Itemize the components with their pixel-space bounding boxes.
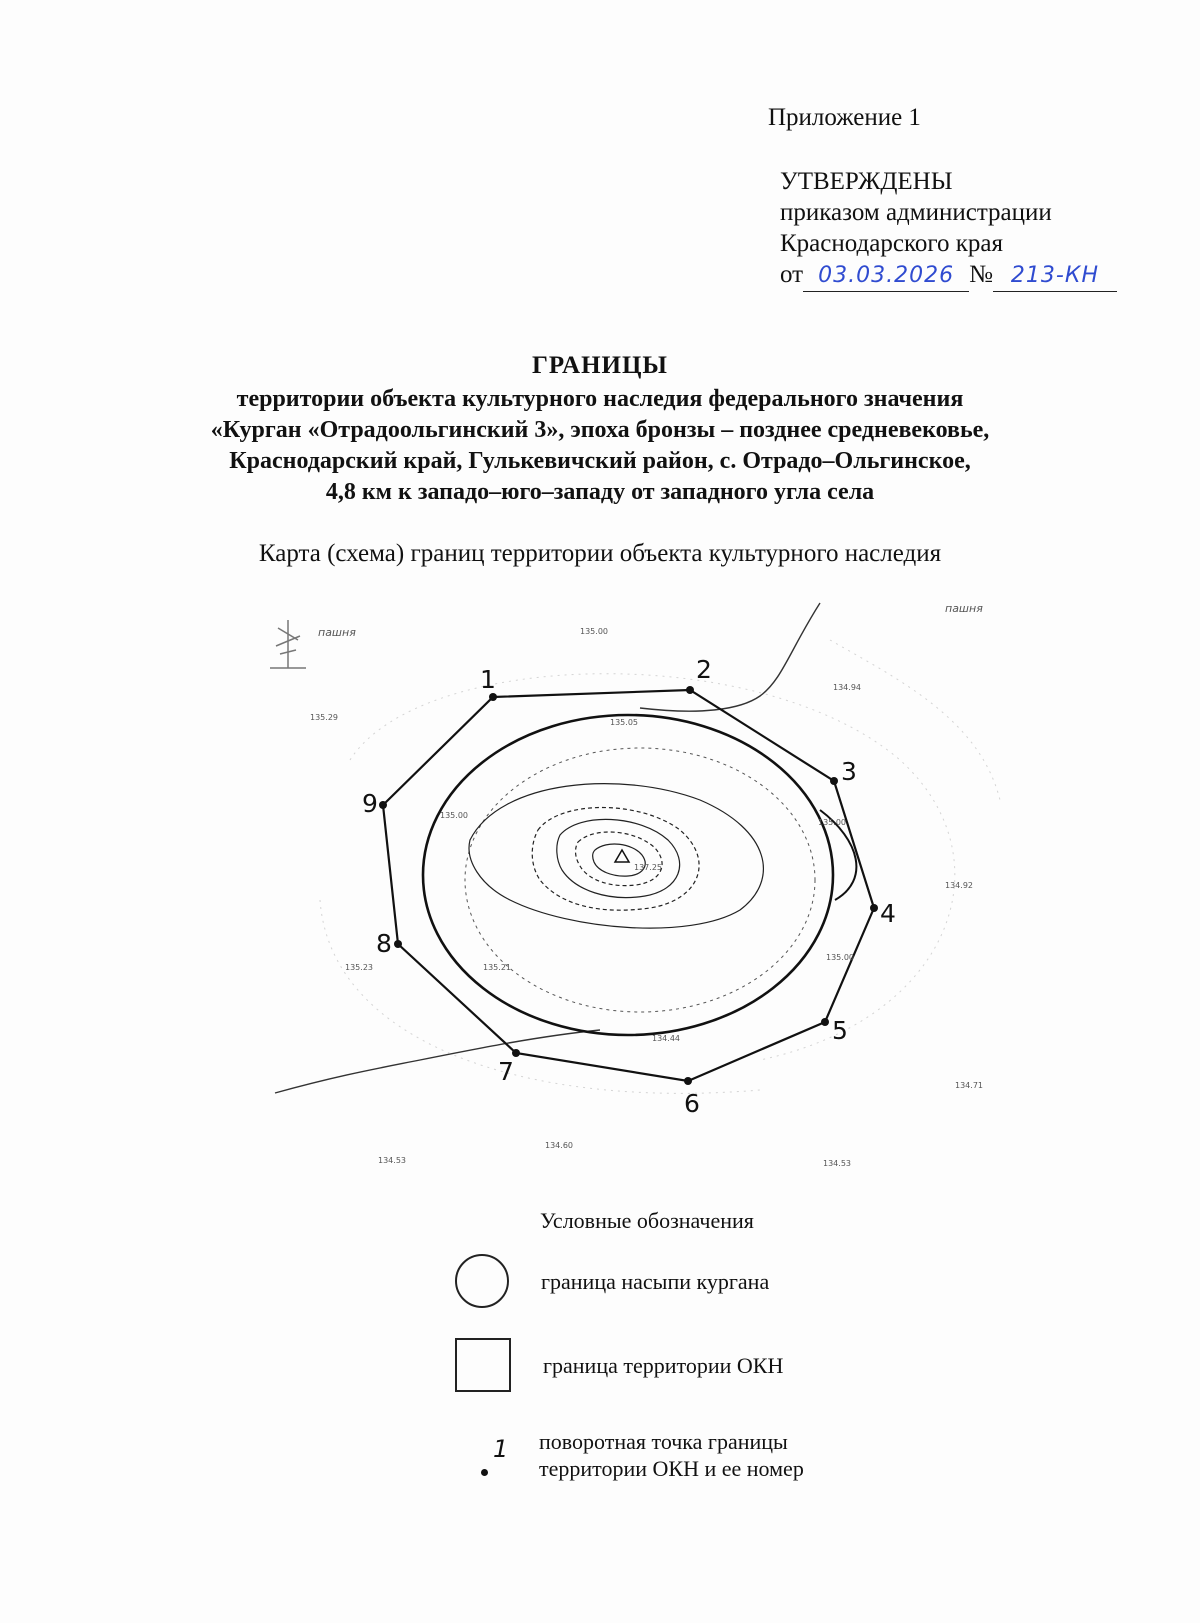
elevation-mark: 135.00: [826, 953, 854, 962]
legend-item-territory: [455, 1338, 783, 1392]
boundary-point-label: 3: [841, 757, 857, 786]
legend-label-line: территории ОКН и ее номер: [539, 1456, 804, 1481]
legend-point-number: 1: [493, 1435, 509, 1463]
elevation-mark: 134.44: [652, 1034, 680, 1043]
legend-label: граница территории ОКН: [543, 1352, 784, 1378]
boundary-points: [379, 686, 878, 1085]
approved-line: УТВЕРЖДЕНЫ: [780, 168, 953, 195]
boundary-point-label: 8: [376, 929, 392, 958]
legend-dot: [481, 1469, 488, 1476]
appendix-label: Приложение 1: [768, 104, 921, 131]
elevation-mark: 134.94: [833, 683, 861, 692]
elevation-mark: 134.53: [378, 1156, 406, 1165]
road-line-southwest: [275, 1030, 600, 1093]
legend-point-icon: [455, 1429, 507, 1481]
legend-label-line: поворотная точка границы: [539, 1429, 788, 1454]
contour-line: [576, 832, 663, 886]
elevation-mark: 134.60: [545, 1141, 573, 1150]
legend-item-mound: [455, 1254, 769, 1308]
title-line: 4,8 км к западо–юго–западу от западного угла села: [325, 479, 875, 505]
boundary-point-2: [686, 686, 694, 694]
title-line: территории объекта культурного наследия федерального значения: [236, 386, 964, 412]
legend-label: граница насыпи кургана: [541, 1268, 770, 1294]
elevation-mark: 135.29: [310, 713, 338, 722]
title-line: «Курган «Отрадоольгинский 3», эпоха бронзы – позднее средневековье,: [210, 417, 990, 443]
elevation-mark: 135.23: [345, 963, 373, 972]
order-date: 03.03.2026: [803, 260, 969, 292]
summit-triangle-icon: [615, 850, 629, 862]
boundary-point-8: [394, 940, 402, 948]
order-number-sign: №: [969, 261, 993, 288]
elevation-mark: 134.53: [823, 1159, 851, 1168]
boundary-point-label: 2: [696, 655, 712, 684]
legend-circle-icon: [455, 1254, 509, 1308]
title-line: Краснодарский край, Гулькевичский район, с. Отрадо–Ольгинское,: [229, 448, 971, 474]
approved-line: Краснодарского края: [780, 230, 1003, 257]
land-label: пашня: [318, 626, 356, 639]
boundary-point-label: 1: [480, 665, 496, 694]
legend-square-icon: [455, 1338, 511, 1392]
boundary-point-9: [379, 801, 387, 809]
map-caption: Карта (схема) границ территории объекта культурного наследия: [258, 540, 942, 567]
boundary-point-label: 7: [498, 1057, 514, 1086]
land-label: пашня: [945, 602, 983, 615]
elevation-mark: 135.05: [610, 718, 638, 727]
boundary-point-7: [512, 1049, 520, 1057]
boundary-point-1: [489, 693, 497, 701]
elevation-mark: 135.00: [440, 811, 468, 820]
title-main: ГРАНИЦЫ: [532, 352, 668, 379]
elevation-mark: 134.71: [955, 1081, 983, 1090]
tree-icon: [270, 620, 306, 668]
boundary-point-label: 4: [880, 899, 896, 928]
boundary-point-5: [821, 1018, 829, 1026]
legend-title: Условные обозначения: [540, 1208, 754, 1233]
legend-label: [539, 1428, 804, 1482]
summit-elevation: 137.25: [634, 863, 662, 872]
boundary-point-label: 5: [832, 1016, 848, 1045]
elevation-mark: 135.00: [580, 627, 608, 636]
elevation-mark: 134.92: [945, 881, 973, 890]
mound-boundary: [423, 715, 833, 1035]
order-number: 213-КН: [993, 260, 1117, 292]
boundary-point-label: 9: [362, 789, 378, 818]
boundary-point-6: [684, 1077, 692, 1085]
boundary-point-label: 6: [684, 1089, 700, 1118]
boundary-point-3: [830, 777, 838, 785]
order-prefix: от: [780, 261, 804, 288]
elevation-mark: 135.00: [818, 818, 846, 827]
approved-line: приказом администрации: [780, 199, 1052, 226]
legend-item-point: [455, 1428, 804, 1482]
road-line-northeast: [640, 603, 820, 711]
boundary-point-4: [870, 904, 878, 912]
contour-line: [469, 784, 763, 928]
elevation-mark: 135.21: [483, 963, 511, 972]
